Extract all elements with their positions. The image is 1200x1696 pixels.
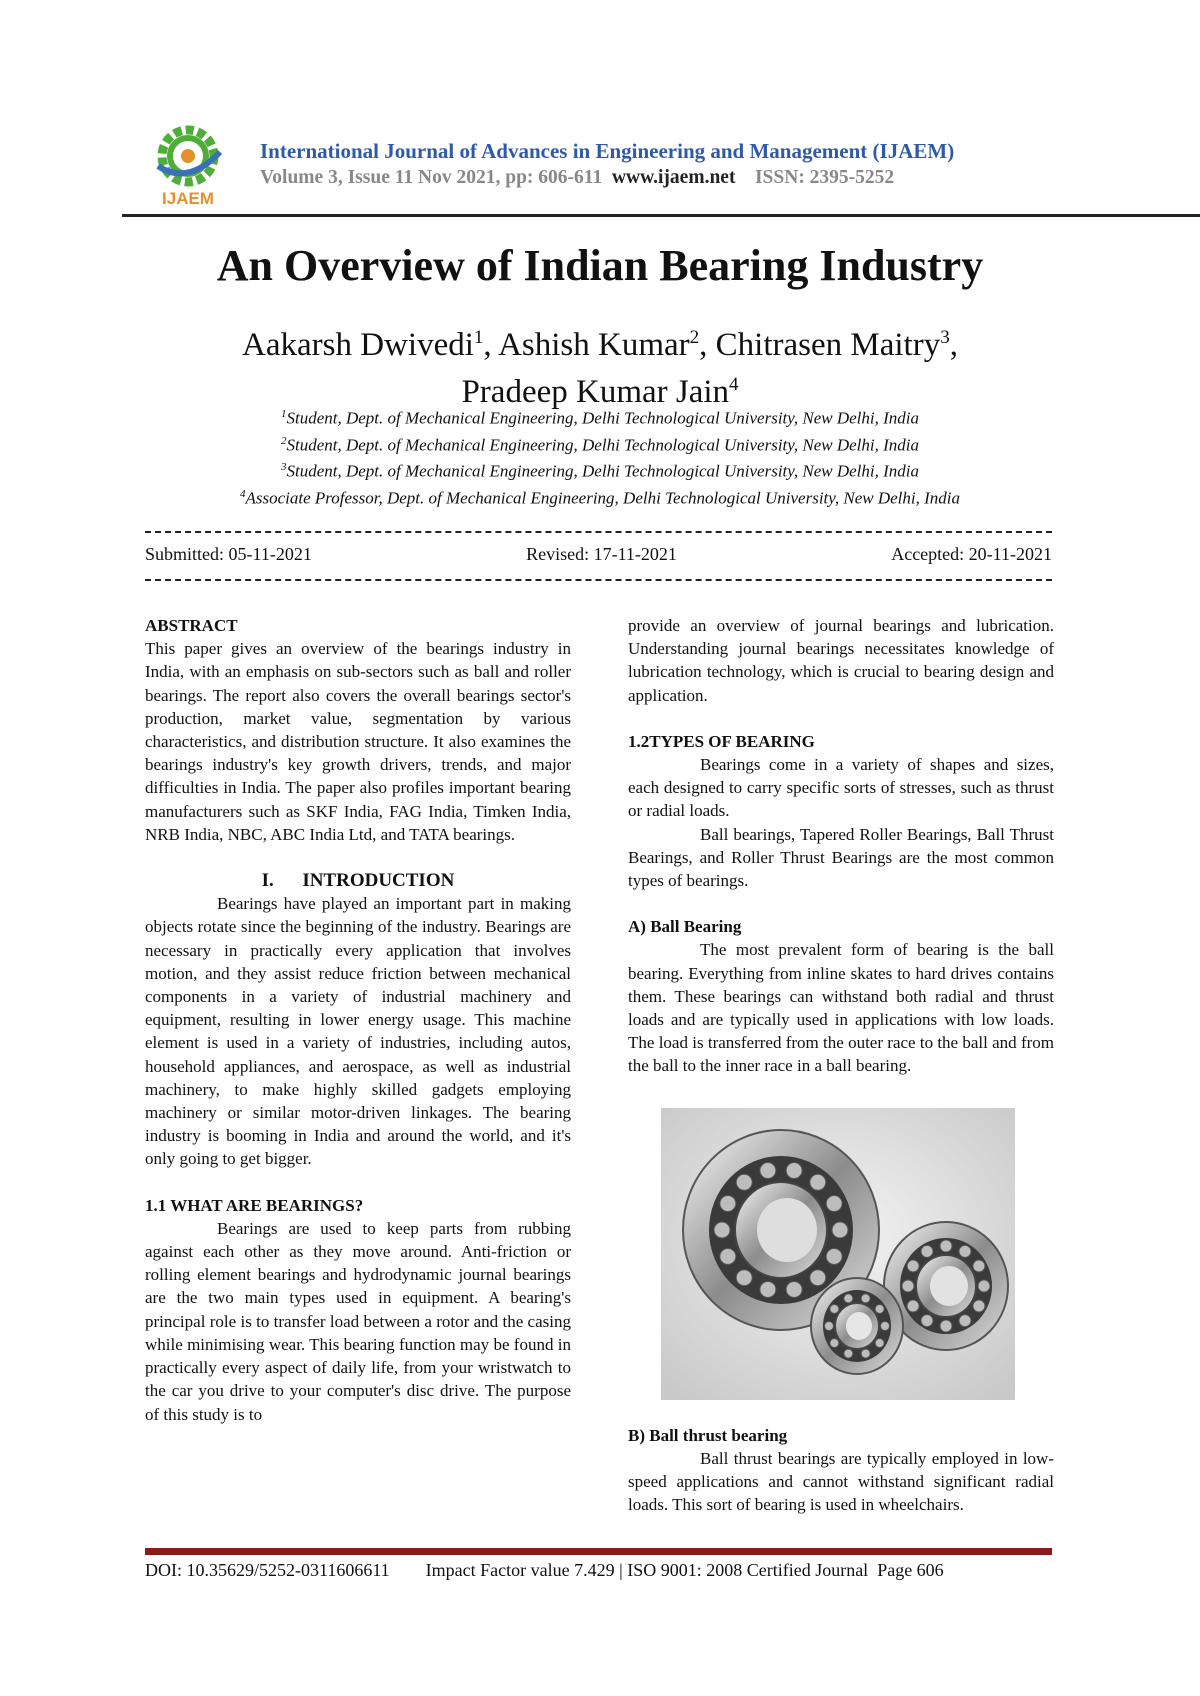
ball-thrust-text: Ball thrust bearings are typically employed in low-speed applications and cannot withstand significant radial loads. This sort of bearing is used in wheelchairs. — [628, 1448, 1054, 1515]
bearing-ball — [875, 1304, 884, 1313]
ijaem-logo — [140, 118, 236, 210]
author-1-sup: 1 — [473, 327, 484, 348]
bearing-ball — [786, 1163, 802, 1179]
journal-website-link[interactable]: www.ijaem.net — [611, 167, 736, 188]
section-1-2-para-1: Bearings come in a variety of shapes and sizes, each designed to carry specific sorts of stresses, such as thrust or radial loads. — [628, 755, 1054, 821]
affiliation-4: $^4$Associate Professor, Dept. of Mechanical Engineering, Delhi Technological University, New Delhi, India — [239, 487, 961, 508]
doi: DOI: 10.35629/5252-0311606611 — [145, 1560, 390, 1580]
paper-title: An Overview of Indian Bearing Industry — [216, 241, 984, 290]
footer-rule — [145, 1548, 1052, 1555]
pages: pp: 606-611 — [505, 167, 603, 188]
bearing-ball — [973, 1260, 985, 1272]
bearing-ball — [736, 1174, 752, 1190]
bearing-ball — [720, 1196, 736, 1212]
ball-thrust-heading: B) Ball thrust bearing — [628, 1425, 788, 1445]
affiliation-3: $^3$Student, Dept. of Mechanical Engineering, Delhi Technological University, New Delhi, India — [280, 461, 919, 481]
bearing-ball — [844, 1294, 853, 1303]
bearing-ball — [720, 1248, 736, 1264]
bearing-ball — [921, 1315, 933, 1327]
bearing-ball — [760, 1281, 776, 1297]
ball-bearing-heading: A) Ball Bearing — [628, 917, 742, 937]
bearing-ball — [973, 1300, 985, 1312]
introduction-heading: I. INTRODUCTION — [261, 870, 455, 892]
bearing-ball — [760, 1163, 776, 1179]
logo-text: IJAEM — [162, 189, 214, 208]
bearing-ball — [786, 1281, 802, 1297]
bearing-ball — [830, 1304, 839, 1313]
bearing-ball — [940, 1240, 952, 1252]
bearing-ball — [825, 1322, 834, 1331]
page-number: Page 606 — [877, 1560, 944, 1580]
author-3-sup: 3 — [940, 327, 950, 348]
bearing-ball — [830, 1339, 839, 1348]
bearing-ball — [736, 1270, 752, 1286]
bearing-ball — [861, 1349, 870, 1358]
section-1-1-heading: 1.1 WHAT ARE BEARINGS? — [145, 1195, 364, 1215]
submitted-date: Submitted: 05-11-2021 — [145, 544, 312, 564]
continuation-text: provide an overview of journal bearings and lubrication. Understanding journal bearings necessitates knowledge of lubrication technology, which is crucial to bearing design and application. — [628, 616, 1054, 705]
volume-line — [260, 167, 894, 189]
iso-certification: | ISO 9001: 2008 Certified Journal — [619, 1560, 869, 1580]
ball-bearing-text: The most prevalent form of bearing is the ball bearing. Everything from inline skates to hard drives contains them. These bearings can withstand both radial and thrust loads and are typically used in applications with low loads. The load is transferred from the outer race to the ball and from the ball to the inner race in a ball bearing. — [628, 940, 1054, 1076]
bearing-ball — [810, 1270, 826, 1286]
introduction-text: Bearings have played an important part in making objects rotate since the beginning of the industry. Bearings are necessary in practically every application that involves motion, and they assist reduce friction between mechanical components in a variety of industrial machinery and equipment, resulting in lower energy usage. This machine element is used in a variety of industries, including autos, household appliances, and aerospace, as well as industrial machinery, to make highly skilled gadgets employing machinery or similar motor-driven linkages. The bearing industry is booming in India and around the world, and it's only going to get bigger. — [145, 894, 571, 1169]
bearing-ball — [861, 1294, 870, 1303]
bearing-ball — [875, 1339, 884, 1348]
left-column — [145, 614, 571, 1426]
affiliations — [0, 403, 1200, 510]
bearing-ball — [714, 1222, 730, 1238]
bearing-ball — [959, 1315, 971, 1327]
author-2: , Ashish Kumar — [483, 327, 690, 363]
footer — [145, 1560, 1052, 1581]
bearing-ball — [881, 1322, 890, 1331]
author-3: , Chitrasen Maitry — [699, 327, 941, 363]
header-rule — [122, 214, 1200, 217]
bearing-ball — [940, 1320, 952, 1332]
bearing-ball — [826, 1248, 842, 1264]
author-4: Pradeep Kumar Jain — [461, 374, 730, 410]
bearing-ball — [978, 1280, 990, 1292]
dashed-divider-top — [145, 531, 1052, 533]
bearing-ball — [907, 1260, 919, 1272]
accepted-date: Accepted: 20-11-2021 — [891, 544, 1052, 564]
revised-date: Revised: 17-11-2021 — [526, 544, 677, 564]
abstract-text: This paper gives an overview of the bearings industry in India, with an emphasis on sub-sectors such as ball and roller bearings. The report also covers the overall bearings sector's production, market value, segmentation by various characteristics, and distribution structure. It also examines the bearings industry's key growth drivers, trends, and major difficulties in India. The paper also profiles important bearing manufacturers such as SKF India, FAG India, Timken India, NRB India, NBC, ABC India Ltd, and TATA bearings. — [145, 639, 571, 844]
author-2-sup: 2 — [689, 327, 700, 348]
journal-name: International Journal of Advances in Engineering and Management (IJAEM) — [260, 139, 955, 163]
bearing-ball — [959, 1245, 971, 1257]
section-1-2-para-2: Ball bearings, Tapered Roller Bearings, Ball Thrust Bearings, and Roller Thrust Bearings are the most common types of bearings. — [628, 824, 1054, 891]
affiliation-1: $^1$Student, Dept. of Mechanical Engineering, Delhi Technological University, New Delhi, India — [280, 408, 919, 428]
bearing-ball — [810, 1174, 826, 1190]
issn: ISSN: 2395-5252 — [754, 167, 895, 188]
impact-factor: Impact Factor value 7.429 — [425, 1560, 615, 1580]
ball-bearings-photo — [661, 1108, 1015, 1400]
bearing-ball — [902, 1280, 914, 1292]
author-1: Aakarsh Dwivedi — [242, 327, 474, 363]
bearing-ball — [921, 1245, 933, 1257]
affiliation-2: $^2$Student, Dept. of Mechanical Engineering, Delhi Technological University, New Delhi, India — [280, 434, 919, 455]
authors — [0, 318, 1200, 412]
bearing-ball — [826, 1196, 842, 1212]
bearing-ball — [907, 1300, 919, 1312]
abstract-heading: ABSTRACT — [145, 616, 238, 635]
author-comma: , — [949, 327, 958, 363]
section-1-2-heading: 1.2TYPES OF BEARING — [628, 731, 815, 751]
volume-issue: Volume 3, Issue 11 Nov 2021, — [260, 167, 501, 188]
bearing-ball — [844, 1349, 853, 1358]
author-4-sup: 4 — [729, 374, 739, 395]
dates-row — [145, 544, 1052, 565]
section-1-1-text: Bearings are used to keep parts from rubbing against each other as they move around. Anti-friction or rolling element bearings and hydrodynamic journal bearings are the two main types used in equipment. A bearing's principal role is to transfer load between a rotor and the casing while minimising wear. This bearing function may be found in practically every aspect of daily life, from your wristwatch to the car you drive to your computer's disc drive. The purpose of this study is to — [145, 1218, 571, 1424]
dashed-divider-bottom — [145, 579, 1052, 581]
bearing-ball — [832, 1222, 848, 1238]
